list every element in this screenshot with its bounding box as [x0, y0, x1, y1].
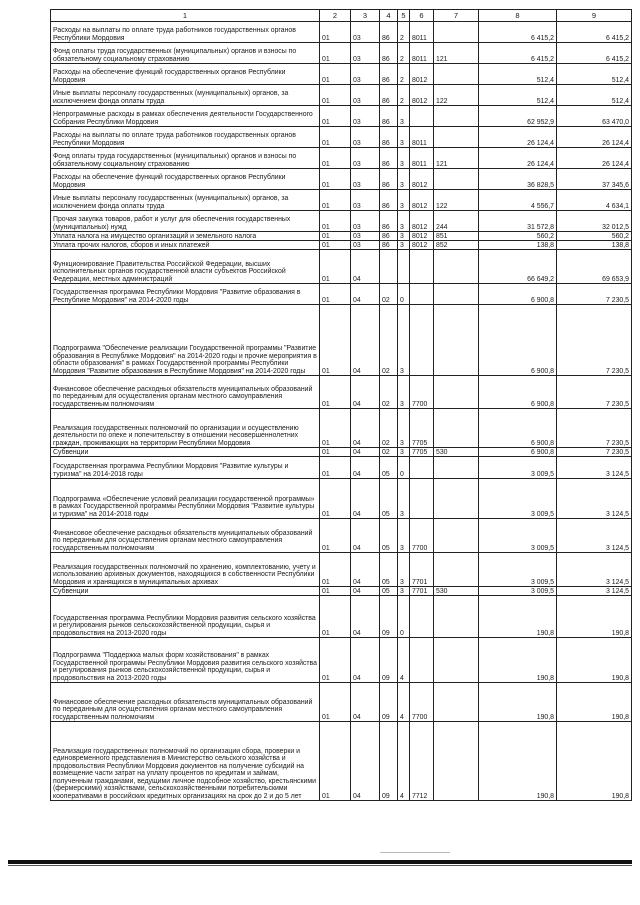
row-description: Финансовое обеспечение расходных обязательств муниципальных образований по переданным для осуществления органам местного самоуправления государственным полномочиям [51, 683, 320, 722]
code-cell: 02 [380, 376, 398, 409]
code-cell: 03 [351, 190, 380, 211]
amount-cell: 66 649,2 [479, 250, 557, 284]
code-cell: 09 [380, 722, 398, 801]
amount-cell: 6 900,8 [479, 284, 557, 305]
code-cell: 121 [434, 43, 479, 64]
column-header: 4 [380, 10, 398, 22]
budget-table [50, 9, 632, 801]
table-row [51, 479, 632, 519]
code-cell [434, 169, 479, 190]
code-cell: 3 [398, 190, 410, 211]
code-cell [434, 457, 479, 479]
code-cell: 01 [320, 683, 351, 722]
scan-edge-line [8, 860, 632, 864]
code-cell [410, 250, 434, 284]
code-cell [434, 638, 479, 683]
amount-cell: 6 900,8 [479, 376, 557, 409]
code-cell: 03 [351, 64, 380, 85]
table-row [51, 305, 632, 376]
code-cell: 01 [320, 284, 351, 305]
code-cell: 851 [434, 232, 479, 241]
amount-cell: 3 009,5 [479, 479, 557, 519]
code-cell: 86 [380, 106, 398, 127]
code-cell: 01 [320, 638, 351, 683]
code-cell: 03 [351, 232, 380, 241]
amount-cell: 69 653,9 [557, 250, 632, 284]
amount-cell: 6 415,2 [557, 43, 632, 64]
amount-cell: 190,8 [557, 683, 632, 722]
table-row [51, 722, 632, 801]
table-row [51, 638, 632, 683]
code-cell: 01 [320, 148, 351, 169]
code-cell: 03 [351, 127, 380, 148]
table-row [51, 596, 632, 638]
code-cell [410, 479, 434, 519]
amount-cell: 37 345,6 [557, 169, 632, 190]
code-cell: 0 [398, 457, 410, 479]
column-header: 9 [557, 10, 632, 22]
amount-cell: 63 470,0 [557, 106, 632, 127]
code-cell: 86 [380, 22, 398, 43]
column-header: 1 [51, 10, 320, 22]
row-description: Функционирование Правительства Российской Федерации, высших исполнительных органов государственной власти субъектов Российской Федерации, местных администраций [51, 250, 320, 284]
table-row [51, 409, 632, 448]
code-cell: 3 [398, 376, 410, 409]
amount-cell: 138,8 [479, 241, 557, 250]
code-cell [434, 519, 479, 553]
table-row [51, 211, 632, 232]
amount-cell: 6 415,2 [479, 22, 557, 43]
code-cell: 3 [398, 519, 410, 553]
row-description: Расходы на выплаты по оплате труда работников государственных органов Республики Мордовия [51, 22, 320, 43]
code-cell: 05 [380, 587, 398, 596]
amount-cell: 26 124,4 [479, 148, 557, 169]
code-cell: 7712 [410, 722, 434, 801]
amount-cell: 512,4 [479, 85, 557, 106]
code-cell: 86 [380, 148, 398, 169]
code-cell: 01 [320, 409, 351, 448]
code-cell: 8012 [410, 241, 434, 250]
code-cell: 04 [351, 284, 380, 305]
amount-cell: 190,8 [557, 722, 632, 801]
code-cell: 01 [320, 250, 351, 284]
code-cell: 04 [351, 409, 380, 448]
code-cell: 01 [320, 43, 351, 64]
table-row [51, 232, 632, 241]
code-cell: 2 [398, 43, 410, 64]
code-cell: 852 [434, 241, 479, 250]
code-cell: 7701 [410, 587, 434, 596]
amount-cell: 3 124,5 [557, 479, 632, 519]
code-cell [434, 64, 479, 85]
amount-cell: 26 124,4 [557, 148, 632, 169]
code-cell [410, 106, 434, 127]
amount-cell: 190,8 [479, 722, 557, 801]
code-cell: 09 [380, 638, 398, 683]
row-description: Подпрограмма «Обеспечение условий реализации государственной программы» в рамках Государственной программы Республики Мордовия "Развитие культуры и туризма" на 2014-2018 годы [51, 479, 320, 519]
code-cell: 01 [320, 596, 351, 638]
table-row [51, 250, 632, 284]
code-cell [410, 284, 434, 305]
row-description: Фонд оплаты труда государственных (муниципальных) органов и взносы по обязательному социальному страхованию [51, 43, 320, 64]
amount-cell: 7 230,5 [557, 305, 632, 376]
amount-cell: 31 572,8 [479, 211, 557, 232]
code-cell: 8012 [410, 64, 434, 85]
code-cell: 01 [320, 64, 351, 85]
code-cell: 04 [351, 479, 380, 519]
row-description: Финансовое обеспечение расходных обязательств муниципальных образований по переданным для осуществления органам местного самоуправления государственным полномочиям [51, 519, 320, 553]
table-row [51, 22, 632, 43]
code-cell: 8011 [410, 148, 434, 169]
code-cell: 02 [380, 448, 398, 457]
amount-cell: 512,4 [479, 64, 557, 85]
code-cell: 8012 [410, 211, 434, 232]
amount-cell: 3 009,5 [479, 587, 557, 596]
row-description: Уплата налога на имущество организаций и земельного налога [51, 232, 320, 241]
amount-cell: 190,8 [479, 638, 557, 683]
amount-cell: 7 230,5 [557, 409, 632, 448]
table-row [51, 683, 632, 722]
code-cell [434, 376, 479, 409]
code-cell: 2 [398, 64, 410, 85]
code-cell: 7701 [410, 553, 434, 587]
table-row [51, 106, 632, 127]
code-cell: 01 [320, 22, 351, 43]
code-cell: 86 [380, 127, 398, 148]
table-row [51, 85, 632, 106]
row-description: Реализация государственных полномочий по организации и осуществлению деятельности по опеке и попечительству в отношении несовершеннолетних граждан, проживающих на территории Республики Мордовия [51, 409, 320, 448]
code-cell: 8012 [410, 85, 434, 106]
code-cell: 7700 [410, 683, 434, 722]
row-description: Иные выплаты персоналу государственных (муниципальных) органов, за исключением фонда оплаты труда [51, 85, 320, 106]
code-cell [410, 305, 434, 376]
table-row [51, 43, 632, 64]
code-cell: 0 [398, 596, 410, 638]
code-cell: 04 [351, 683, 380, 722]
amount-cell: 62 952,9 [479, 106, 557, 127]
code-cell: 86 [380, 169, 398, 190]
amount-cell: 6 900,8 [479, 305, 557, 376]
amount-cell: 4 556,7 [479, 190, 557, 211]
code-cell: 8011 [410, 43, 434, 64]
amount-cell: 3 124,5 [557, 587, 632, 596]
code-cell: 04 [351, 519, 380, 553]
code-cell: 244 [434, 211, 479, 232]
code-cell [410, 596, 434, 638]
code-cell: 01 [320, 106, 351, 127]
column-header: 7 [434, 10, 479, 22]
code-cell: 01 [320, 169, 351, 190]
table-row [51, 376, 632, 409]
code-cell: 01 [320, 127, 351, 148]
code-cell [434, 106, 479, 127]
code-cell [410, 638, 434, 683]
amount-cell: 3 124,5 [557, 553, 632, 587]
amount-cell: 7 230,5 [557, 448, 632, 457]
code-cell: 7705 [410, 409, 434, 448]
amount-cell: 26 124,4 [479, 127, 557, 148]
code-cell: 03 [351, 148, 380, 169]
table-row [51, 127, 632, 148]
code-cell: 04 [351, 457, 380, 479]
code-cell: 04 [351, 638, 380, 683]
column-header-row [51, 10, 632, 22]
code-cell: 04 [351, 376, 380, 409]
column-header: 5 [398, 10, 410, 22]
code-cell: 05 [380, 553, 398, 587]
code-cell: 530 [434, 448, 479, 457]
column-header: 6 [410, 10, 434, 22]
code-cell [434, 409, 479, 448]
amount-cell: 512,4 [557, 64, 632, 85]
amount-cell: 26 124,4 [557, 127, 632, 148]
amount-cell: 6 415,2 [557, 22, 632, 43]
row-description: Подпрограмма "Обеспечение реализации Государственной программы "Развитие образования в Республике Мордовия" на 2014-2020 годы и прочие мероприятия в области образования" в рамках Государственной программы Республики Мордовия "Развитие образования в Республике Мордовия" на 2014-2020 годы [51, 305, 320, 376]
row-description: Фонд оплаты труда государственных (муниципальных) органов и взносы по обязательному социальному страхованию [51, 148, 320, 169]
amount-cell: 3 009,5 [479, 457, 557, 479]
code-cell: 01 [320, 85, 351, 106]
code-cell: 8011 [410, 22, 434, 43]
code-cell: 3 [398, 587, 410, 596]
code-cell: 04 [351, 448, 380, 457]
code-cell: 3 [398, 211, 410, 232]
amount-cell: 190,8 [557, 596, 632, 638]
table-row [51, 241, 632, 250]
code-cell [434, 479, 479, 519]
amount-cell: 560,2 [479, 232, 557, 241]
code-cell: 2 [398, 22, 410, 43]
code-cell: 09 [380, 683, 398, 722]
code-cell: 3 [398, 448, 410, 457]
amount-cell: 190,8 [479, 596, 557, 638]
code-cell [434, 596, 479, 638]
amount-cell: 3 009,5 [479, 553, 557, 587]
code-cell: 86 [380, 64, 398, 85]
code-cell: 122 [434, 190, 479, 211]
code-cell: 01 [320, 232, 351, 241]
code-cell: 04 [351, 553, 380, 587]
code-cell: 7700 [410, 376, 434, 409]
table-row [51, 284, 632, 305]
code-cell: 04 [351, 305, 380, 376]
row-description: Субвенции [51, 587, 320, 596]
code-cell [434, 553, 479, 587]
row-description: Расходы на обеспечение функций государственных органов Республики Мордовия [51, 64, 320, 85]
code-cell: 3 [398, 479, 410, 519]
row-description: Финансовое обеспечение расходных обязательств муниципальных образований по переданным для осуществления органам местного самоуправления государственным полномочиям [51, 376, 320, 409]
code-cell: 7705 [410, 448, 434, 457]
code-cell: 04 [351, 250, 380, 284]
code-cell: 05 [380, 479, 398, 519]
code-cell: 04 [351, 722, 380, 801]
code-cell: 4 [398, 638, 410, 683]
code-cell: 05 [380, 519, 398, 553]
code-cell: 02 [380, 284, 398, 305]
code-cell [434, 22, 479, 43]
budget-table-body [51, 10, 632, 801]
amount-cell: 3 124,5 [557, 519, 632, 553]
code-cell: 3 [398, 553, 410, 587]
code-cell: 09 [380, 596, 398, 638]
code-cell: 05 [380, 457, 398, 479]
row-description: Государственная программа Республики Мордовия "Развитие культуры и туризма" на 2014-2018 годы [51, 457, 320, 479]
code-cell: 8012 [410, 190, 434, 211]
code-cell: 03 [351, 169, 380, 190]
code-cell: 04 [351, 596, 380, 638]
amount-cell: 6 900,8 [479, 448, 557, 457]
amount-cell: 36 828,5 [479, 169, 557, 190]
code-cell: 86 [380, 211, 398, 232]
code-cell [398, 250, 410, 284]
code-cell: 122 [434, 85, 479, 106]
amount-cell: 190,8 [557, 638, 632, 683]
code-cell [434, 127, 479, 148]
code-cell: 03 [351, 241, 380, 250]
code-cell: 04 [351, 587, 380, 596]
code-cell: 01 [320, 190, 351, 211]
code-cell: 01 [320, 587, 351, 596]
code-cell: 86 [380, 43, 398, 64]
code-cell: 3 [398, 241, 410, 250]
row-description: Расходы на выплаты по оплате труда работников государственных органов Республики Мордовия [51, 127, 320, 148]
code-cell: 86 [380, 85, 398, 106]
code-cell [434, 284, 479, 305]
code-cell [380, 250, 398, 284]
code-cell [434, 683, 479, 722]
table-row [51, 457, 632, 479]
code-cell: 86 [380, 241, 398, 250]
code-cell: 3 [398, 127, 410, 148]
table-row [51, 553, 632, 587]
code-cell: 01 [320, 479, 351, 519]
row-description: Субвенции [51, 448, 320, 457]
code-cell: 3 [398, 106, 410, 127]
code-cell: 02 [380, 409, 398, 448]
code-cell: 01 [320, 241, 351, 250]
code-cell: 4 [398, 722, 410, 801]
code-cell: 7700 [410, 519, 434, 553]
row-description: Расходы на обеспечение функций государственных органов Республики Мордовия [51, 169, 320, 190]
code-cell: 3 [398, 169, 410, 190]
code-cell: 03 [351, 211, 380, 232]
amount-cell: 3 009,5 [479, 519, 557, 553]
scan-smudge [380, 852, 450, 853]
scan-edge-line-thin [8, 865, 632, 866]
code-cell: 3 [398, 305, 410, 376]
row-description: Непрограммные расходы в рамках обеспечения деятельности Государственного Собрания Республики Мордовия [51, 106, 320, 127]
code-cell [434, 305, 479, 376]
code-cell: 03 [351, 85, 380, 106]
code-cell [434, 722, 479, 801]
table-row [51, 519, 632, 553]
table-row [51, 587, 632, 596]
amount-cell: 190,8 [479, 683, 557, 722]
column-header: 3 [351, 10, 380, 22]
amount-cell: 3 124,5 [557, 457, 632, 479]
row-description: Государственная программа Республики Мордовия развития сельского хозяйства и регулирования рынков сельскохозяйственной продукции, сырья и продовольствия на 2013-2020 годы [51, 596, 320, 638]
code-cell: 3 [398, 409, 410, 448]
code-cell: 01 [320, 376, 351, 409]
amount-cell: 7 230,5 [557, 284, 632, 305]
amount-cell: 4 634,1 [557, 190, 632, 211]
row-description: Реализация государственных полномочий по организации сбора, проверки и единовременного представления в Министерство сельского хозяйства и продовольствия Республики Мордовия документов на получение субсидий на возмещение части затрат на уплату процентов по кредитам и займам, полученным гражданами, ведущими личное подсобное хозяйство, крестьянскими (фермерскими) хозяйствами, сельскохозяйственными потребительскими кооперативами в российских кредитных организациях на срок до 2 и до 5 лет [51, 722, 320, 801]
code-cell: 8012 [410, 169, 434, 190]
code-cell: 03 [351, 22, 380, 43]
code-cell [410, 457, 434, 479]
table-row [51, 169, 632, 190]
code-cell: 121 [434, 148, 479, 169]
code-cell: 01 [320, 457, 351, 479]
table-row [51, 448, 632, 457]
row-description: Реализация государственных полномочий по хранению, комплектованию, учету и использованию архивных документов, находящихся в собственности Республики Мордовия и хранящихся в муниципальных архивах [51, 553, 320, 587]
column-header: 8 [479, 10, 557, 22]
code-cell: 4 [398, 683, 410, 722]
row-description: Государственная программа Республики Мордовия "Развитие образования в Республике Мордовия" на 2014-2020 годы [51, 284, 320, 305]
amount-cell: 6 900,8 [479, 409, 557, 448]
row-description: Уплата прочих налогов, сборов и иных платежей [51, 241, 320, 250]
code-cell: 01 [320, 722, 351, 801]
code-cell: 3 [398, 232, 410, 241]
table-row [51, 190, 632, 211]
code-cell: 01 [320, 211, 351, 232]
code-cell: 8012 [410, 232, 434, 241]
amount-cell: 560,2 [557, 232, 632, 241]
amount-cell: 6 415,2 [479, 43, 557, 64]
code-cell: 2 [398, 85, 410, 106]
code-cell: 8011 [410, 127, 434, 148]
code-cell: 530 [434, 587, 479, 596]
amount-cell: 512,4 [557, 85, 632, 106]
code-cell: 01 [320, 448, 351, 457]
code-cell: 3 [398, 148, 410, 169]
code-cell: 86 [380, 232, 398, 241]
code-cell: 01 [320, 519, 351, 553]
code-cell: 03 [351, 43, 380, 64]
amount-cell: 138,8 [557, 241, 632, 250]
code-cell: 86 [380, 190, 398, 211]
code-cell [434, 250, 479, 284]
row-description: Подпрограмма "Поддержка малых форм хозяйствования" в рамках Государственной программы Республики Мордовия развития сельского хозяйства и регулирования рынков сельскохозяйственной продукции, сырья и продовольствия на 2013-2020 годы [51, 638, 320, 683]
amount-cell: 32 012,5 [557, 211, 632, 232]
code-cell: 02 [380, 305, 398, 376]
table-row [51, 148, 632, 169]
code-cell: 01 [320, 553, 351, 587]
table-row [51, 64, 632, 85]
amount-cell: 7 230,5 [557, 376, 632, 409]
code-cell: 0 [398, 284, 410, 305]
row-description: Иные выплаты персоналу государственных (муниципальных) органов, за исключением фонда оплаты труда [51, 190, 320, 211]
column-header: 2 [320, 10, 351, 22]
code-cell: 01 [320, 305, 351, 376]
row-description: Прочая закупка товаров, работ и услуг для обеспечения государственных (муниципальных) нужд [51, 211, 320, 232]
code-cell: 03 [351, 106, 380, 127]
